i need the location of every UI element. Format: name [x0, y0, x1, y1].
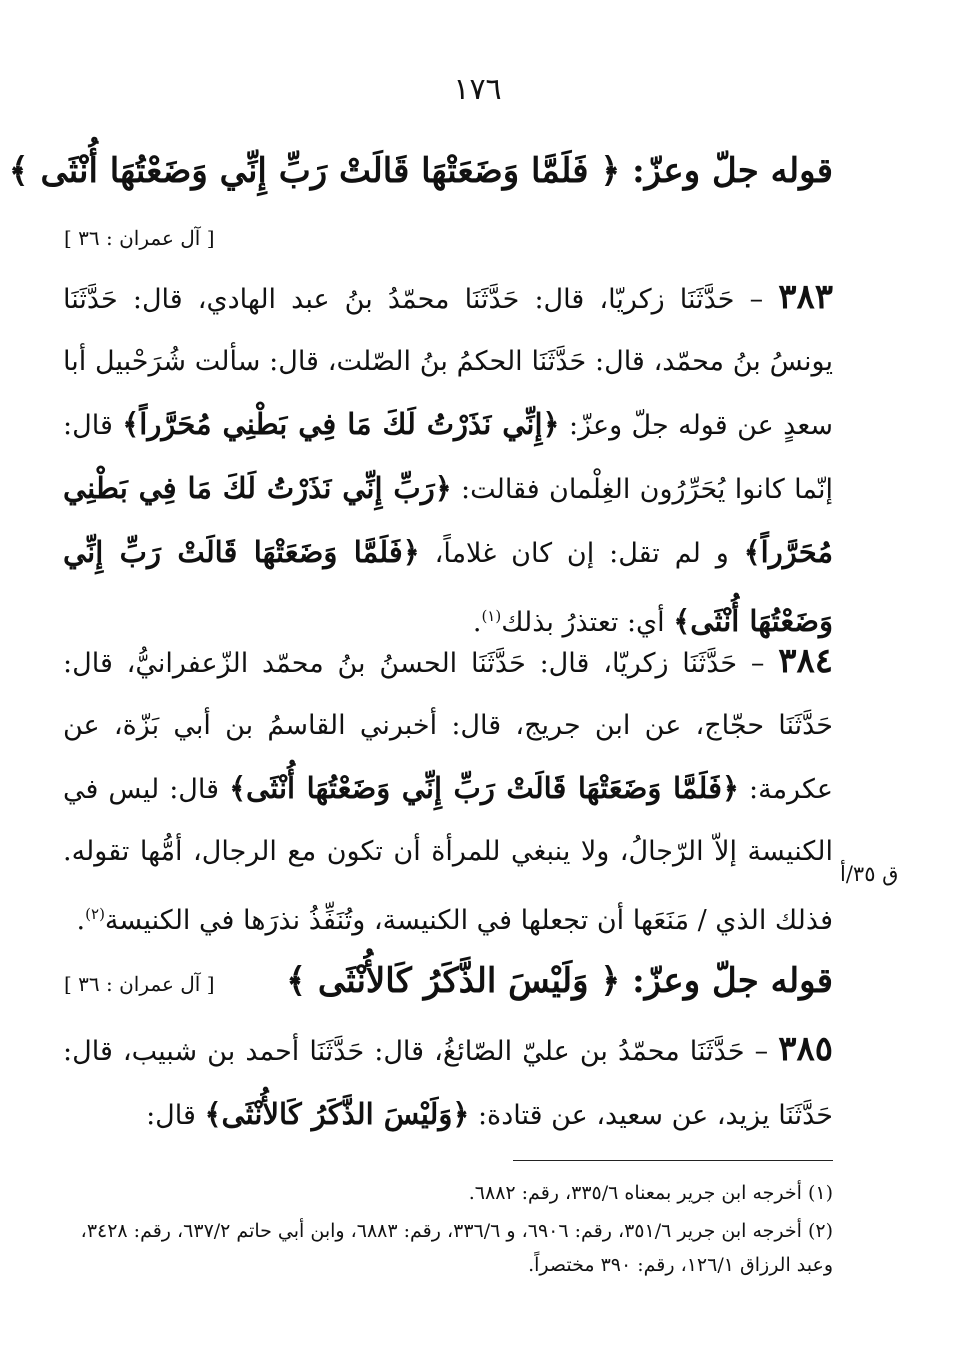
footnote-marker[interactable]: (٢)	[85, 905, 105, 923]
quran-quote: ﴿إِنِّي نَذَرْتُ لَكَ مَا فِي بَطْنِي مُحَرَّراً﴾	[122, 407, 560, 441]
hadith-text: أي: تعتذرُ بذلك	[501, 607, 665, 638]
hadith-385	[63, 1018, 833, 1147]
hadith-text: و لم تقل: إن كان غلاماً،	[434, 538, 729, 569]
quran-quote: ﴿وَلَيْسَ الذَّكَرُ كَالأُنْثَى﴾	[204, 1097, 470, 1131]
heading-verse: ﴿ فَلَمَّا وَضَعَتْهَا قَالَتْ رَبِّ إِنِّي وَضَعْتُهَا أُنْثَى ﴾	[8, 151, 621, 191]
hadith-384	[63, 630, 833, 952]
quran-quote: ﴿فَلَمَّا وَضَعَتْهَا قَالَتْ رَبِّ إِنِّي وَضَعْتُهَا أُنْثَى﴾	[229, 771, 740, 805]
hadith-end: .	[472, 607, 482, 638]
hadith-number: ٣٨٤	[778, 641, 833, 681]
section-heading-1	[8, 150, 833, 191]
hadith-number: ٣٨٥	[778, 1029, 833, 1069]
hadith-383	[63, 266, 833, 654]
hadith-text: قال: إنّما كانوا يُحَرِّرُون الغِلْمان فقالت:	[63, 410, 833, 505]
heading-prefix: قوله جلّ وعزّ:	[632, 961, 833, 1001]
heading-prefix: قوله جلّ وعزّ:	[632, 151, 833, 191]
hadith-text: – حَدَّثَنَا زكريّا، قال: حَدَّثَنَا محمّدُ بنُ عبد الهادي، قال: حَدَّثَنَا يونسُ بنُ محمّد، قال: حَدَّثَنَا الحكمُ بنُ الصّلت، قال: سألت شُرَحْبيل أبا سعدٍ عن قوله جلّ وعزّ:	[63, 284, 833, 441]
quran-quote: ﴿رَبِّ إِنِّي نَذَرْتُ لَكَ مَا فِي بَطْنِي مُحَرَّراً﴾	[63, 471, 833, 569]
footnote-separator	[513, 1160, 833, 1161]
heading-verse: ﴿ وَلَيْسَ الذَّكَرُ كَالأُنْثَى ﴾	[286, 961, 621, 1001]
page-number: ١٧٦	[453, 72, 502, 107]
section-heading-2	[286, 960, 833, 1001]
hadith-text: – حَدَّثَنَا زكريّا، قال: حَدَّثَنَا الحسنُ بنُ محمّد الزّعفرانيُّ، قال: حَدَّثَنَا حجّاج، عن ابن جريج، قال: أخبرني القاسمُ بن أبي بَزّة، عن عكرمة:	[63, 648, 833, 805]
hadith-end: .	[76, 905, 86, 936]
manuscript-folio-note: ق ٣٥/أ	[840, 862, 899, 886]
hadith-text: قال: ليس في الكنيسة إلاّ الرّجالُ، ولا ينبغي للمرأة أن تكون مع الرجال، أمُّها تقوله. فذلك الذي / مَنَعَها أن تجعلها في الكنيسة، وتُنَفِّذُ نذرَها في الكنيسة	[63, 774, 833, 936]
hadith-text: قال:	[146, 1100, 196, 1131]
footnote-2: (٢) أخرجه ابن جرير ٣٥١/٦، رقم: ٦٩٠٦، و ٣٣٦/٦، رقم: ٦٨٨٣، وابن أبي حاتم ٦٣٧/٢، رقم: ٣٤٢٨، وعبد الرزاق ١٢٦/١، رقم: ٣٩٠ مختصراً.	[80, 1220, 833, 1276]
verse-reference-1: [ آل عمران : ٣٦ ]	[64, 226, 215, 250]
footnote-marker[interactable]: (١)	[481, 607, 502, 625]
footnote-1: (١) أخرجه ابن جرير بمعناه ٣٣٥/٦، رقم: ٦٨٨٢.	[468, 1182, 833, 1204]
verse-reference-2: [ آل عمران : ٣٦ ]	[64, 972, 215, 996]
hadith-number: ٣٨٣	[778, 277, 833, 317]
quran-quote: ﴿فَلَمَّا وَضَعَتْهَا قَالَتْ رَبِّ إِنِّي وَضَعْتُهَا أُنْثَى﴾	[63, 535, 833, 638]
hadith-text: – حَدَّثَنَا محمّدُ بن عليّ الصّائغُ، قال: حَدَّثَنَا أحمد بن شبيب، قال: حَدَّثَنَا يزيد، عن سعيد، عن قتادة:	[63, 1036, 833, 1131]
